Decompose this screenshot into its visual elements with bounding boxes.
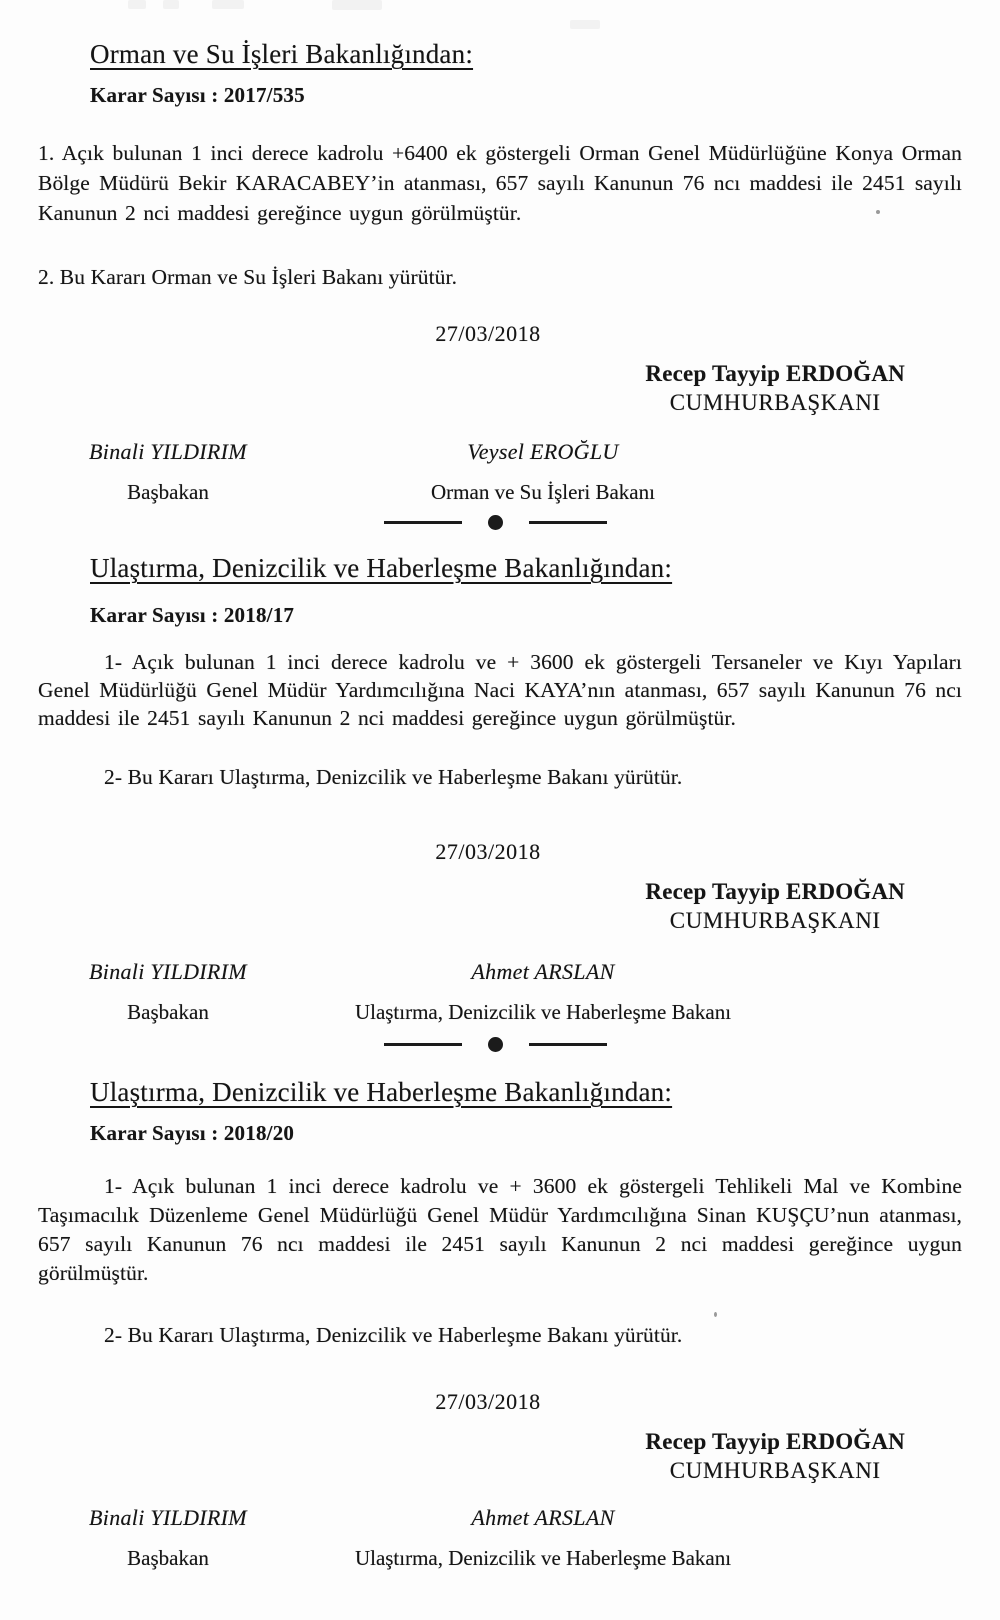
scan-speck xyxy=(714,1312,717,1317)
signatory-titles-row xyxy=(38,472,962,506)
signatory-names-row xyxy=(38,958,962,986)
decision-number: Karar Sayısı : 2018/17 xyxy=(90,603,295,627)
divider-dot-icon xyxy=(488,1037,503,1052)
decree-section-2018-17 xyxy=(38,552,962,1026)
ministry-heading: Ulaştırma, Denizcilik ve Haberleşme Bakanlığından: xyxy=(90,553,673,583)
scan-speck xyxy=(876,210,880,214)
section-divider xyxy=(38,514,952,530)
left-signatory-title: Başbakan xyxy=(127,1546,209,1570)
scan-artifact xyxy=(332,0,382,10)
decision-number: Karar Sayısı : 2018/20 xyxy=(90,1121,295,1145)
president-name: Recep Tayyip ERDOĞAN xyxy=(645,1429,905,1454)
left-signatory-name: Binali YILDIRIM xyxy=(89,1505,247,1530)
ministry-heading: Orman ve Su İşleri Bakanlığından: xyxy=(90,39,474,69)
divider-rule-left xyxy=(384,1043,462,1046)
section-divider xyxy=(38,1036,952,1052)
decree-section-2018-20 xyxy=(38,1076,962,1572)
president-signature-block xyxy=(38,360,905,418)
right-signatory-title: Orman ve Su İşleri Bakanı xyxy=(431,480,655,504)
president-name: Recep Tayyip ERDOĞAN xyxy=(645,361,905,386)
right-signatory-title: Ulaştırma, Denizcilik ve Haberleşme Bakanı xyxy=(354,1546,732,1570)
decree-article-2: 2. Bu Kararı Orman ve Su İşleri Bakanı yürütür. xyxy=(38,265,458,289)
decree-article-1: 1- Açık bulunan 1 inci derece kadrolu ve + 3600 ek göstergeli Tersaneler ve Kıyı Yapıları Genel Müdürlüğü Genel Müdür Yardımcılığına Naci KAYA’nın atanması, 657 sayılı Kanunun 76 ncı maddesi ile 2451 sayılı Kanunun 2 nci maddesi gereğince uygun görülmüştür. xyxy=(38,650,962,730)
divider-rule-right xyxy=(529,521,607,524)
left-signatory-title: Başbakan xyxy=(127,1000,209,1024)
decree-article-2: 2- Bu Kararı Ulaştırma, Denizcilik ve Haberleşme Bakanı yürütür. xyxy=(104,765,683,789)
decision-number: Karar Sayısı : 2017/535 xyxy=(90,83,305,107)
president-signature-block xyxy=(38,878,905,936)
signatory-names-row xyxy=(38,438,962,466)
decree-section-2017-535 xyxy=(38,38,962,506)
left-signatory-title: Başbakan xyxy=(127,480,209,504)
president-title: CUMHURBAŞKANI xyxy=(669,390,881,415)
decree-date: 27/03/2018 xyxy=(435,1389,541,1414)
president-signature-block xyxy=(38,1428,905,1486)
left-signatory-name: Binali YILDIRIM xyxy=(89,959,247,984)
decree-date: 27/03/2018 xyxy=(435,839,541,864)
left-signatory-name: Binali YILDIRIM xyxy=(89,439,247,464)
divider-rule-left xyxy=(384,521,462,524)
decree-article-1: 1- Açık bulunan 1 inci derece kadrolu ve + 3600 ek göstergeli Tehlikeli Mal ve Kombine Taşımacılık Düzenleme Genel Müdürlüğü Genel Müdür Yardımcılığına Sinan KUŞÇU’nun atanması, 657 sayılı Kanunun 76 ncı maddesi ile 2451 sayılı Kanunun 2 nci maddesi gereğince uygun görülmüştür. xyxy=(38,1174,962,1285)
ministry-heading: Ulaştırma, Denizcilik ve Haberleşme Bakanlığından: xyxy=(90,1077,673,1107)
divider-rule-right xyxy=(529,1043,607,1046)
scan-artifact xyxy=(163,0,179,9)
president-name: Recep Tayyip ERDOĞAN xyxy=(645,879,905,904)
president-title: CUMHURBAŞKANI xyxy=(669,908,881,933)
right-signatory-name: Veysel EROĞLU xyxy=(467,439,619,464)
scan-artifact xyxy=(128,0,146,9)
scan-artifact xyxy=(212,0,244,9)
signatory-names-row xyxy=(38,1504,962,1532)
scan-artifact xyxy=(570,20,600,29)
signatory-titles-row xyxy=(38,1538,962,1572)
right-signatory-name: Ahmet ARSLAN xyxy=(471,1505,615,1530)
decree-date: 27/03/2018 xyxy=(435,321,541,346)
decree-article-1: 1. Açık bulunan 1 inci derece kadrolu +6400 ek göstergeli Orman Genel Müdürlüğüne Konya Orman Bölge Müdürü Bekir KARACABEY’in atanması, 657 sayılı Kanunun 76 ncı maddesi ile 2451 sayılı Kanunun 2 nci maddesi gereğince uygun görülmüştür. xyxy=(38,141,962,225)
right-signatory-title: Ulaştırma, Denizcilik ve Haberleşme Bakanı xyxy=(354,1000,732,1024)
signatory-titles-row xyxy=(38,992,962,1026)
president-title: CUMHURBAŞKANI xyxy=(669,1458,881,1483)
right-signatory-name: Ahmet ARSLAN xyxy=(471,959,615,984)
decree-article-2: 2- Bu Kararı Ulaştırma, Denizcilik ve Haberleşme Bakanı yürütür. xyxy=(104,1323,683,1347)
divider-dot-icon xyxy=(488,515,503,530)
